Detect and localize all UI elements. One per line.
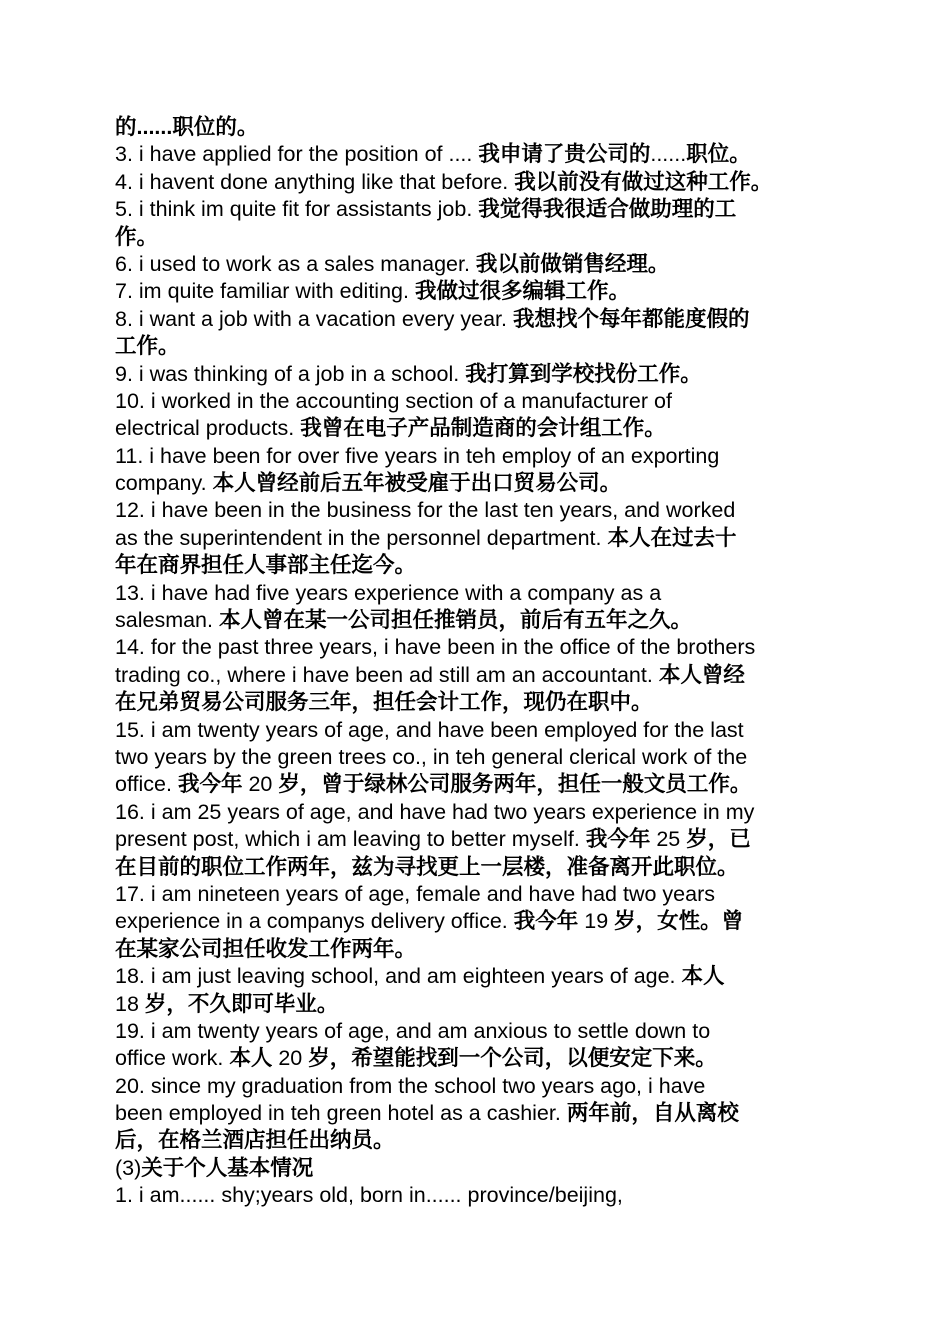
text-line [115,881,850,908]
english-text: salesman. [115,608,219,633]
english-text: trading co., where i have been ad still am an accountant. [115,662,659,687]
english-text: 11. i have been for over five years in teh employ of an exporting [115,443,720,468]
english-text: 7. im quite familiar with editing. [115,279,415,304]
chinese-text: 关于个人基本情况 [141,1155,314,1180]
english-text: 20. since my graduation from the school two years ago, i have [115,1073,706,1098]
english-text: present post, which i am leaving to better myself. [115,827,586,852]
english-text: office. [115,772,178,797]
chinese-text: 我曾在电子产品制造商的会计组工作。 [300,416,666,441]
text-line [115,1100,850,1127]
english-text: 18. i am just leaving school, and am eighteen years of age. [115,964,682,989]
text-line [115,169,850,196]
chinese-text: 本人曾经 [658,662,745,687]
chinese-text: 我打算到学校找份工作。 [465,361,702,386]
chinese-text: 本人 [229,1046,273,1071]
text-line [115,224,850,251]
text-line [115,388,850,415]
chinese-text: 本人曾在某一公司担任推销员，前后有五年之久。 [218,608,692,633]
text-line [115,196,850,223]
text-line [115,854,850,881]
text-line [115,634,850,661]
text-line [115,662,850,689]
chinese-text: 年在商界担任人事部主任迄今。 [115,553,417,578]
english-text: experience in a companys delivery office. [115,909,514,934]
text-line [115,333,850,360]
text-line [115,717,850,744]
english-text: 17. i am nineteen years of age, female and have had two years [115,881,715,906]
text-line [115,744,850,771]
english-text: two years by the green trees co., in teh general clerical work of the [115,744,748,769]
text-line [115,1182,850,1209]
english-text: 6. i used to work as a sales manager. [115,251,476,276]
text-line [115,991,850,1018]
chinese-text: 岁，曾于绿林公司服务两年，担任一般文员工作。 [278,772,752,797]
chinese-text: 工作。 [115,334,180,359]
chinese-text: 我想找个每年都能度假的 [512,306,750,331]
text-line [115,497,850,524]
text-line [115,1045,850,1072]
chinese-text: 我今年 [513,909,579,934]
english-text: (3) [115,1155,142,1180]
text-line [115,1127,850,1154]
text-line [115,552,850,579]
english-text: 14. for the past three years, i have been in the office of the brothers [115,635,756,660]
english-text: 9. i was thinking of a job in a school. [115,361,466,386]
chinese-text: 我做过很多编辑工作。 [414,279,630,304]
chinese-text: 我今年 [177,772,243,797]
text-line [115,580,850,607]
english-text: 12. i have been in the business for the last ten years, and worked [115,498,736,523]
english-text: 16. i am 25 years of age, and have had two years experience in my [115,799,755,824]
text-line [115,771,850,798]
english-text: 5. i think im quite fit for assistants job. [115,197,479,222]
chinese-text: 岁，已 [686,827,751,852]
chinese-text: 职位。 [686,142,751,167]
text-line [115,799,850,826]
text-line [115,306,850,333]
text-line [115,361,850,388]
text-line [115,470,850,497]
text-line [115,114,850,141]
text-line [115,936,850,963]
english-text: 19. i am twenty years of age, and am anxious to settle down to [115,1018,711,1043]
english-text: 4. i havent done anything like that before. [115,169,515,194]
english-text: 15. i am twenty years of age, and have been employed for the last [115,717,744,742]
chinese-text: 的......职位的。 [115,115,259,139]
chinese-text: 两年前，自从离校 [566,1101,739,1126]
english-text: 13. i have had five years experience with a company as a [115,580,662,605]
chinese-text: 我今年 [585,827,651,852]
chinese-text: 在目前的职位工作两年，兹为寻找更上一层楼，准备离开此职位。 [115,854,739,879]
text-line [115,826,850,853]
text-line [115,1155,850,1182]
chinese-text: 我申请了贵公司的 [478,142,651,167]
english-text: office work. [115,1046,230,1071]
chinese-text: 岁，女性。曾 [614,909,744,934]
text-line [115,689,850,716]
english-text: 25 [650,827,687,852]
text-line [115,1073,850,1100]
english-text: 20 [242,772,279,797]
text-line [115,525,850,552]
text-line [115,141,850,168]
chinese-text: 本人曾经前后五年被受雇于出口贸易公司。 [212,471,622,496]
english-text: ...... [650,142,687,167]
document-body [115,114,850,1210]
english-text: 19 [578,909,615,934]
english-text: company. [115,471,213,496]
text-line [115,963,850,990]
text-line [115,908,850,935]
english-text: 8. i want a job with a vacation every year. [115,306,513,331]
text-line [115,607,850,634]
chinese-text: 岁，不久即可毕业。 [144,991,339,1016]
chinese-text: 本人在过去十 [607,525,737,550]
text-line [115,415,850,442]
chinese-text: 我觉得我很适合做助理的工 [478,197,737,222]
text-line [115,443,850,470]
text-line [115,278,850,305]
english-text: 20 [272,1046,309,1071]
chinese-text: 在兄弟贸易公司服务三年，担任会计工作，现仍在职中。 [115,690,653,715]
chinese-text: 作。 [115,224,159,249]
english-text: as the superintendent in the personnel department. [115,525,608,550]
chinese-text: 后，在格兰酒店担任出纳员。 [115,1128,395,1153]
english-text: electrical products. [115,416,301,441]
english-text: been employed in teh green hotel as a cashier. [115,1101,567,1126]
english-text: 10. i worked in the accounting section of a manufacturer of [115,388,672,413]
english-text: 18 [115,991,145,1016]
text-line [115,251,850,278]
english-text: 3. i have applied for the position of .... [115,142,479,167]
chinese-text: 在某家公司担任收发工作两年。 [115,936,417,961]
chinese-text: 我以前没有做过这种工作。 [514,169,773,194]
english-text: 1. i am...... shy;years old, born in...... province/beijing, [115,1183,623,1208]
chinese-text: 岁，希望能找到一个公司，以便安定下来。 [308,1046,717,1071]
chinese-text: 我以前做销售经理。 [475,251,670,276]
chinese-text: 本人 [681,964,725,989]
text-line [115,1018,850,1045]
